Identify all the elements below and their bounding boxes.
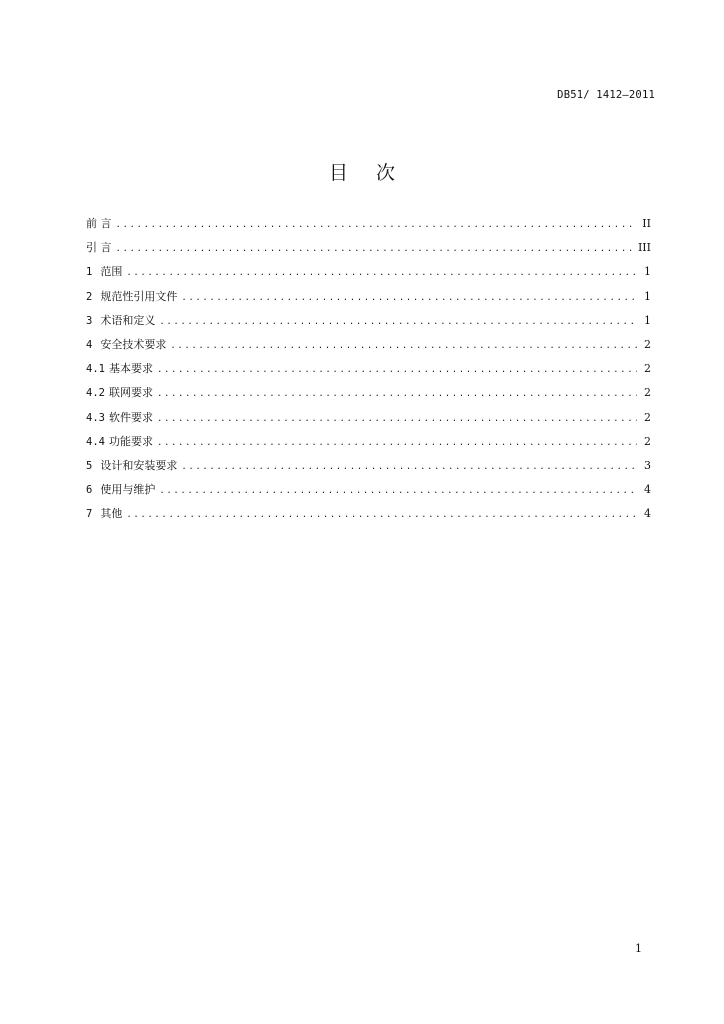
toc-entry-text: 范围 — [100, 265, 123, 279]
toc-entry-page: 2 — [644, 410, 651, 424]
toc-entry-text: 使用与维护 — [100, 483, 156, 497]
toc-entry-normative-references[interactable] — [86, 288, 651, 312]
toc-entry-label — [86, 384, 157, 400]
toc-entry-page: III — [637, 241, 651, 255]
dot-leader — [159, 486, 637, 496]
toc-entry-page: 2 — [644, 362, 651, 376]
toc-entry-label — [86, 457, 181, 473]
toc-entry-label — [86, 433, 157, 449]
dot-leader — [126, 268, 637, 278]
table-of-contents — [86, 215, 651, 529]
toc-entry-others[interactable] — [86, 505, 651, 529]
toc-entry-text: 前 言 — [86, 217, 112, 230]
toc-entry-design-installation[interactable] — [86, 457, 651, 481]
toc-entry-page: 2 — [644, 337, 651, 351]
toc-entry-label — [86, 481, 159, 497]
toc-entry-page: 4 — [644, 483, 651, 497]
page-title: 目次 — [328, 162, 423, 184]
toc-entry-label — [86, 360, 157, 376]
dot-leader — [181, 293, 637, 303]
toc-entry-label — [86, 409, 157, 425]
toc-entry-page: 4 — [644, 507, 651, 521]
dot-leader — [126, 510, 637, 520]
toc-entry-text: 软件要求 — [108, 410, 153, 424]
toc-entry-page: 1 — [644, 289, 651, 303]
dot-leader — [157, 365, 637, 375]
page-number: 1 — [635, 942, 642, 955]
toc-entry-label — [86, 312, 159, 328]
toc-entry-safety-requirements[interactable] — [86, 336, 651, 360]
toc-entry-function-requirements[interactable] — [86, 433, 651, 457]
toc-entry-number: 1 — [86, 266, 93, 279]
toc-entry-number: 4.4 — [86, 435, 105, 448]
toc-entry-use-maintenance[interactable] — [86, 481, 651, 505]
toc-entry-basic-requirements[interactable] — [86, 360, 651, 384]
toc-entry-label — [86, 505, 126, 521]
toc-entry-text: 引 言 — [86, 241, 112, 255]
toc-entry-number: 4.2 — [86, 387, 105, 400]
dot-leader — [116, 220, 638, 230]
toc-entry-introduction[interactable] — [86, 239, 651, 263]
toc-entry-text: 规范性引用文件 — [100, 289, 178, 303]
toc-entry-page: 2 — [644, 434, 651, 448]
document-code: DB51/ 1412—2011 — [557, 89, 655, 101]
toc-entry-foreword[interactable] — [86, 215, 651, 239]
dot-leader — [157, 414, 637, 424]
toc-entry-label — [86, 288, 181, 304]
toc-entry-label — [86, 215, 116, 231]
toc-entry-text: 功能要求 — [108, 434, 153, 448]
toc-entry-number: 5 — [86, 459, 93, 472]
toc-entry-number: 4.3 — [86, 411, 105, 424]
toc-entry-text: 设计和安装要求 — [100, 458, 178, 472]
toc-entry-label — [86, 336, 170, 352]
dot-leader — [170, 341, 637, 351]
toc-entry-number: 2 — [86, 290, 93, 303]
dot-leader — [157, 438, 637, 448]
dot-leader — [116, 244, 634, 254]
dot-leader — [157, 389, 637, 399]
toc-entry-number: 7 — [86, 508, 93, 521]
toc-entry-label — [86, 239, 116, 255]
toc-entry-number: 4 — [86, 338, 93, 351]
toc-entry-scope[interactable] — [86, 263, 651, 287]
dot-leader — [159, 317, 637, 327]
toc-entry-terms-definitions[interactable] — [86, 312, 651, 336]
toc-entry-label — [86, 263, 126, 279]
toc-entry-number: 3 — [86, 314, 93, 327]
toc-entry-software-requirements[interactable] — [86, 409, 651, 433]
toc-entry-text: 其他 — [100, 507, 123, 521]
dot-leader — [181, 462, 637, 472]
toc-entry-page: 2 — [644, 386, 651, 400]
toc-entry-network-requirements[interactable] — [86, 384, 651, 408]
toc-entry-text: 基本要求 — [108, 362, 153, 376]
toc-entry-text: 安全技术要求 — [100, 337, 167, 351]
toc-entry-page: 3 — [644, 458, 651, 472]
toc-entry-page: 1 — [644, 265, 651, 279]
toc-entry-text: 联网要求 — [108, 386, 153, 400]
toc-entry-number: 4.1 — [86, 363, 105, 376]
toc-entry-number: 6 — [86, 484, 93, 497]
toc-entry-page: 1 — [644, 313, 651, 327]
toc-entry-page: II — [642, 217, 651, 230]
toc-entry-text: 术语和定义 — [100, 313, 156, 327]
